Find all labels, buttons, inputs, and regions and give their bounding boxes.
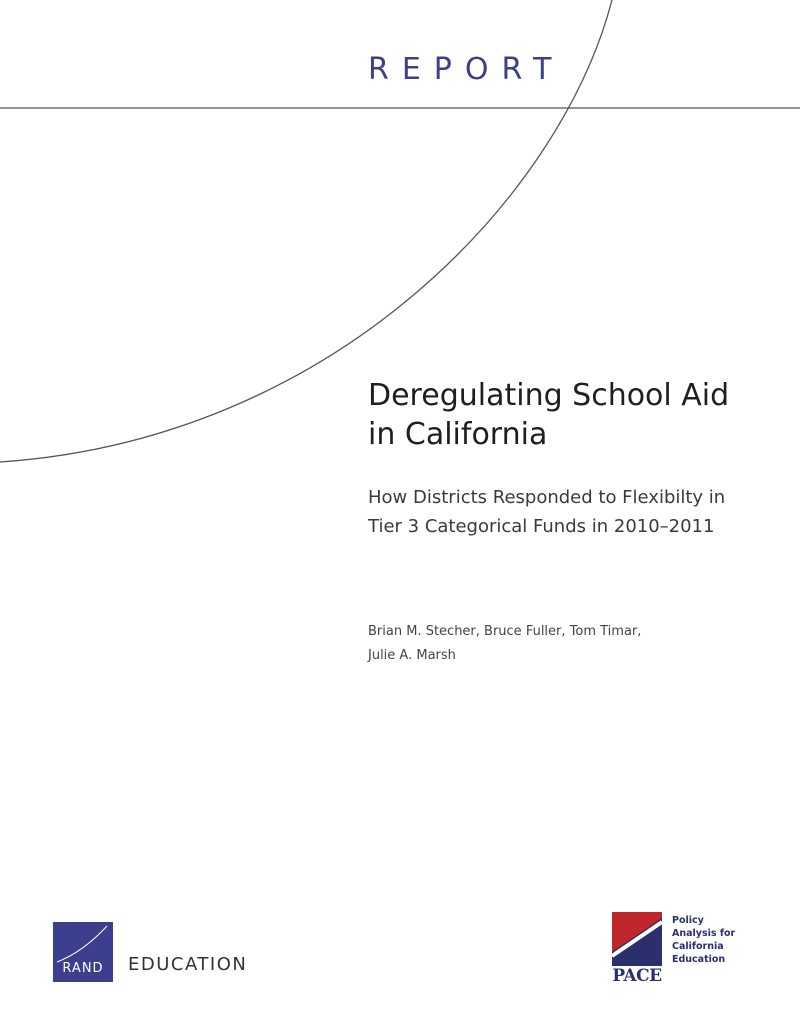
pace-org-line-4: Education [672,954,726,965]
author-list [368,620,768,668]
subtitle-line-1: How Districts Responded to Flexibilty in [368,487,726,508]
pace-logo [612,912,782,986]
rand-logo-text: RAND [62,961,104,976]
pace-org-name [672,914,782,966]
subtitle-line-2: Tier 3 Categorical Funds in 2010–2011 [368,516,715,537]
title-line-1: Deregulating School Aid [368,378,730,413]
report-subtitle [368,483,788,541]
rand-logo [53,922,113,982]
rand-unit-name: EDUCATION [128,954,248,975]
pace-org-line-3: California [672,941,724,952]
report-label: REPORT [368,52,565,87]
authors-line-2: Julie A. Marsh [368,648,456,663]
pace-wordmark: PACE [612,966,662,986]
pace-org-line-1: Policy [672,915,704,926]
report-title [368,376,788,454]
pace-org-line-2: Analysis for [672,928,736,939]
authors-line-1: Brian M. Stecher, Bruce Fuller, Tom Timar, [368,624,642,639]
title-line-2: in California [368,417,548,452]
pace-mark-icon [612,912,662,966]
